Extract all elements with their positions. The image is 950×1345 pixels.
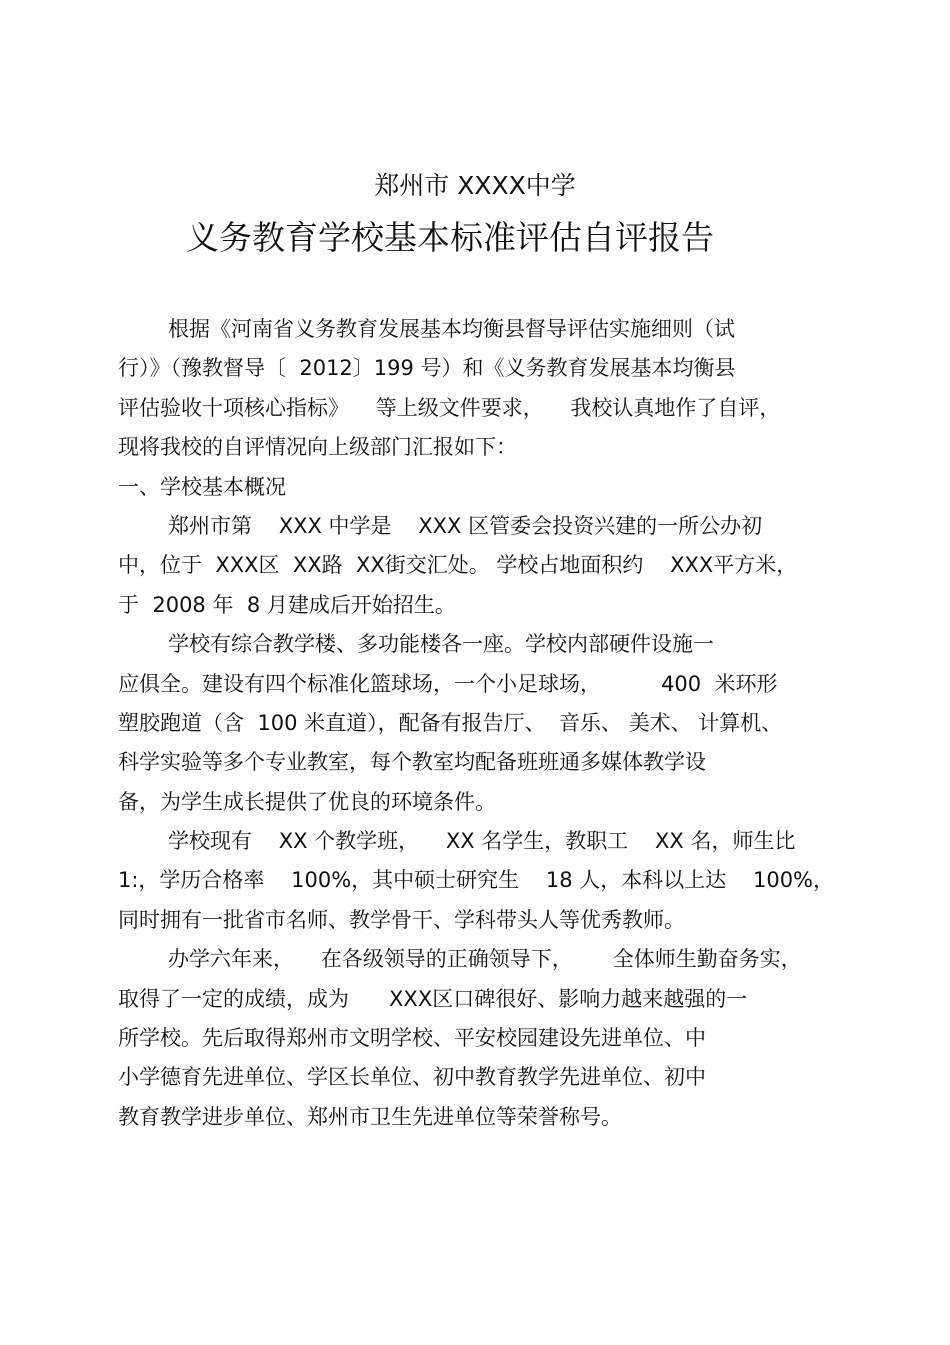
- text-line: 科学实验等多个专业教室，每个教室均配备班班通多媒体教学设: [118, 750, 706, 775]
- text-line: 办学六年来， 在各级领导的正确领导下， 全体师生勤奋务实，: [168, 947, 802, 972]
- report-body: [118, 310, 838, 1137]
- text-line: 小学德育先进单位、学区长单位、初中教育教学先进单位、初中: [118, 1065, 706, 1090]
- text-line: 现将我校的自评情况向上级部门汇报如下：: [118, 435, 517, 460]
- text-line: 教育教学进步单位、郑州市卫生先进单位等荣誉称号。: [118, 1104, 622, 1129]
- text-line: 取得了一定的成绩，成为 XXX区口碑很好、影响力越来越强的一: [118, 986, 748, 1011]
- text-line: 1:，学历合格率 100%，其中硕士研究生 18 人，本科以上达 100%，: [118, 868, 835, 893]
- text-line: 评估验收十项核心指标》 等上级文件要求， 我校认真地作了自评，: [118, 395, 781, 420]
- text-line: 中，位于 XXX区 XX路 XX街交汇处。 学校占地面积约 XXX平方米，: [118, 553, 798, 578]
- text-line: 根据《河南省义务教育发展基本均衡县督导评估实施细则（试: [168, 317, 735, 341]
- text-line: 同时拥有一批省市名师、教学骨干、学科带头人等优秀教师。: [118, 907, 685, 932]
- text-line: 应俱全。建设有四个标准化篮球场，一个小足球场， 400 米环形: [118, 671, 778, 696]
- text-line: 所学校。先后取得郑州市文明学校、平安校园建设先进单位、中: [118, 1026, 706, 1051]
- school-title: 郑州市 XXXX中学: [374, 171, 576, 200]
- text-line: 塑胶跑道（含 100 米直道），配备有报告厅、 音乐、 美术、 计算机、: [118, 710, 783, 735]
- text-line: 郑州市第 XXX 中学是 XXX 区管委会投资兴建的一所公办初: [168, 513, 763, 538]
- text-line: 备，为学生成长提供了优良的环境条件。: [118, 789, 496, 814]
- text-line: 于 2008 年 8 月建成后开始招生。: [118, 592, 456, 617]
- section-heading: 一、学校基本概况: [118, 474, 286, 499]
- report-title: 义务教育学校基本标准评估自评报告: [186, 218, 714, 257]
- text-line: 学校现有 XX 个教学班， XX 名学生，教职工 XX 名，师生比: [168, 829, 796, 854]
- text-line: 学校有综合教学楼、多功能楼各一座。学校内部硬件设施一: [168, 632, 714, 657]
- text-line: 行）》（豫教督导〔 2012〕199 号）和《义务教育发展基本均衡县: [118, 356, 736, 381]
